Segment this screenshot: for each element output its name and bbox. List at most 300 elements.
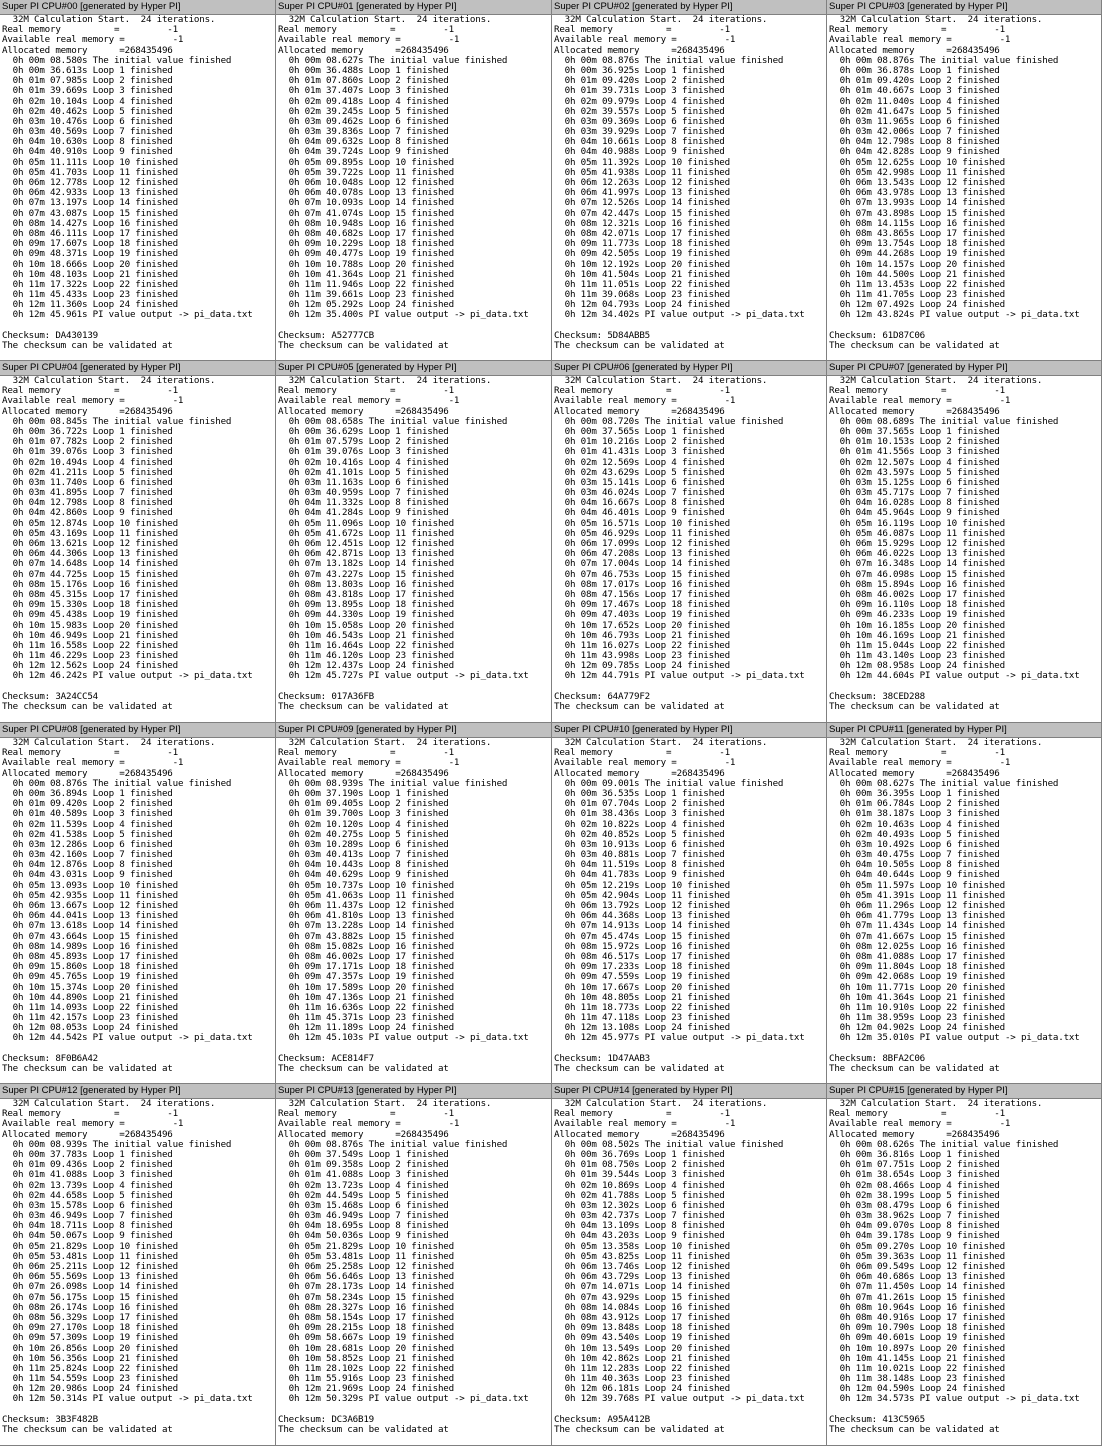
loop-timing-line <box>278 478 551 488</box>
timing-text: 0h 12m 11.360s Loop 24 finished <box>12 300 178 311</box>
timing-text: 0h 02m 41.647s Loop 5 finished <box>839 106 1000 117</box>
indent <box>829 86 840 96</box>
timing-text: 0h 04m 10.443s Loop 8 finished <box>288 860 449 871</box>
indent <box>554 809 565 819</box>
loop-timing-line <box>554 1303 826 1313</box>
window-title-bar[interactable]: Super PI CPU#07 [generated by Hyper PI] <box>827 361 1101 376</box>
indent <box>554 891 565 901</box>
loop-timing-line <box>278 147 551 157</box>
loop-timing-line <box>829 1394 1101 1404</box>
loop-timing-line <box>829 310 1101 320</box>
indent <box>554 519 565 529</box>
loop-timing-line <box>554 229 826 239</box>
loop-timing-line <box>278 600 551 610</box>
loop-timing-line <box>829 1303 1101 1313</box>
superpi-window[interactable] <box>552 361 827 723</box>
indent <box>2 972 13 982</box>
loop-timing-line <box>554 641 826 651</box>
indent <box>554 1272 565 1282</box>
loop-timing-line <box>278 1282 551 1292</box>
loop-timing-line <box>554 239 826 249</box>
timing-text: 0h 00m 36.816s Loop 1 finished <box>839 1149 1000 1160</box>
timing-text: 0h 04m 09.070s Loop 8 finished <box>839 1221 1000 1232</box>
indent <box>2 559 13 569</box>
loop-timing-line <box>2 260 275 270</box>
timing-text: 0h 12m 06.181s Loop 24 finished <box>564 1384 730 1395</box>
allocated-memory-line: Allocated memory =268435496 <box>2 406 173 417</box>
timing-text: 0h 07m 11.434s Loop 14 finished <box>839 921 1005 932</box>
indent <box>278 508 289 518</box>
calc-start-line: 32M Calculation Start. 24 iterations. <box>278 15 492 25</box>
loop-timing-line <box>554 137 826 147</box>
loop-timing-line <box>278 1231 551 1241</box>
indent <box>829 310 840 320</box>
window-title-bar[interactable]: Super PI CPU#11 [generated by Hyper PI] <box>827 723 1101 738</box>
window-title-bar[interactable]: Super PI CPU#15 [generated by Hyper PI] <box>827 1084 1101 1099</box>
timing-text: 0h 02m 40.462s Loop 5 finished <box>12 106 173 117</box>
superpi-window[interactable] <box>0 723 276 1084</box>
timing-text: 0h 09m 45.765s Loop 19 finished <box>12 972 178 983</box>
loop-timing-line <box>554 921 826 931</box>
timing-text: 0h 10m 58.852s Loop 21 finished <box>288 1353 454 1364</box>
loop-timing-line <box>2 983 275 993</box>
timing-text: 0h 11m 12.283s Loop 22 finished <box>564 1363 730 1374</box>
timing-text: 0h 11m 16.464s Loop 22 finished <box>288 640 454 651</box>
console-output <box>552 1099 826 1435</box>
indent <box>278 671 289 681</box>
timing-text: 0h 02m 41.788s Loop 5 finished <box>564 1190 725 1201</box>
timing-text: 0h 10m 15.983s Loop 20 finished <box>12 620 178 631</box>
indent <box>2 478 13 488</box>
timing-text: 0h 08m 12.025s Loop 16 finished <box>839 941 1005 952</box>
calc-start-line: 32M Calculation Start. 24 iterations. <box>554 1099 768 1109</box>
indent <box>829 117 840 127</box>
loop-timing-line <box>278 911 551 921</box>
indent <box>554 850 565 860</box>
indent <box>554 641 565 651</box>
timing-text: 0h 10m 10.897s Loop 20 finished <box>839 1343 1005 1354</box>
superpi-window[interactable] <box>0 1084 276 1446</box>
indent <box>278 921 289 931</box>
timing-text: 0h 12m 44.604s PI value output -> pi_data.txt <box>839 671 1080 682</box>
loop-timing-line <box>554 260 826 270</box>
timing-text: 0h 07m 43.882s Loop 15 finished <box>288 931 454 942</box>
loop-timing-line <box>829 641 1101 651</box>
timing-text: 0h 08m 43.818s Loop 17 finished <box>288 589 454 600</box>
indent <box>554 901 565 911</box>
indent <box>2 529 13 539</box>
timing-text: 0h 10m 15.058s Loop 20 finished <box>288 620 454 631</box>
timing-text: 0h 04m 40.644s Loop 9 finished <box>839 870 1000 881</box>
timing-text: 0h 02m 12.507s Loop 4 finished <box>839 457 1000 468</box>
timing-text: 0h 08m 45.315s Loop 17 finished <box>12 589 178 600</box>
timing-text: 0h 01m 39.076s Loop 3 finished <box>12 447 173 458</box>
timing-text: 0h 11m 15.044s Loop 22 finished <box>839 640 1005 651</box>
indent <box>2 1323 13 1333</box>
loop-timing-line <box>2 300 275 310</box>
available-memory-line: Available real memory = -1 <box>829 35 1011 46</box>
loop-timing-line <box>278 830 551 840</box>
indent <box>554 529 565 539</box>
loop-timing-line <box>2 661 275 671</box>
loop-timing-line <box>554 860 826 870</box>
timing-text: 0h 12m 05.292s Loop 24 finished <box>288 300 454 311</box>
window-title-bar[interactable]: Super PI CPU#04 [generated by Hyper PI] <box>0 361 275 376</box>
loop-timing-line <box>829 498 1101 508</box>
checksum-label: Checksum: <box>2 1053 56 1064</box>
loop-timing-line <box>278 209 551 219</box>
real-memory-line: Real memory = -1 <box>829 386 1005 397</box>
loop-timing-line <box>2 107 275 117</box>
indent <box>2 1033 13 1043</box>
loop-timing-line <box>554 1033 826 1043</box>
indent <box>829 972 840 982</box>
loop-timing-line <box>2 1150 275 1160</box>
loop-timing-line <box>2 1013 275 1023</box>
indent <box>2 1282 13 1292</box>
indent <box>278 488 289 498</box>
loop-timing-line <box>2 178 275 188</box>
timing-text: 0h 12m 46.242s PI value output -> pi_data.txt <box>12 671 253 682</box>
timing-text: 0h 00m 36.894s Loop 1 finished <box>12 788 173 799</box>
indent <box>554 178 565 188</box>
loop-timing-line <box>2 1303 275 1313</box>
loop-timing-line <box>2 158 275 168</box>
loop-timing-line <box>278 127 551 137</box>
timing-text: 0h 01m 07.782s Loop 2 finished <box>12 437 173 448</box>
timing-text: 0h 07m 13.197s Loop 14 finished <box>12 198 178 209</box>
indent <box>554 952 565 962</box>
timing-text: 0h 07m 14.913s Loop 14 finished <box>564 921 730 932</box>
timing-text: 0h 04m 13.109s Loop 8 finished <box>564 1221 725 1232</box>
superpi-window[interactable] <box>552 0 827 361</box>
indent <box>2 631 13 641</box>
timing-text: 0h 06m 43.978s Loop 13 finished <box>839 188 1005 199</box>
validate-line: The checksum can be validated at <box>278 341 449 351</box>
blank-line <box>829 1044 1101 1054</box>
timing-text: 0h 02m 39.245s Loop 5 finished <box>288 106 449 117</box>
timing-text: 0h 07m 44.725s Loop 15 finished <box>12 569 178 580</box>
loop-timing-line <box>2 850 275 860</box>
timing-text: 0h 08m 56.329s Loop 17 finished <box>12 1312 178 1323</box>
superpi-window[interactable] <box>827 361 1102 723</box>
checksum-label: Checksum: <box>2 691 56 702</box>
window-title-bar[interactable]: Super PI CPU#10 [generated by Hyper PI] <box>552 723 826 738</box>
superpi-window[interactable] <box>0 0 276 361</box>
loop-timing-line <box>554 427 826 437</box>
superpi-window[interactable] <box>552 723 827 1084</box>
indent <box>554 1170 565 1180</box>
indent <box>554 1221 565 1231</box>
indent <box>278 239 289 249</box>
timing-text: 0h 02m 11.040s Loop 4 finished <box>839 96 1000 107</box>
timing-text: 0h 02m 12.569s Loop 4 finished <box>564 457 725 468</box>
loop-timing-line <box>278 1364 551 1374</box>
indent <box>829 270 840 280</box>
timing-text: 0h 04m 12.876s Loop 8 finished <box>12 860 173 871</box>
timing-text: 0h 08m 14.989s Loop 16 finished <box>12 941 178 952</box>
indent <box>278 1023 289 1033</box>
timing-text: 0h 09m 42.068s Loop 19 finished <box>839 972 1005 983</box>
loop-timing-line <box>278 580 551 590</box>
indent <box>278 188 289 198</box>
loop-timing-line <box>2 1364 275 1374</box>
superpi-window[interactable] <box>276 1084 552 1446</box>
superpi-window[interactable] <box>276 723 552 1084</box>
timing-text: 0h 11m 41.705s Loop 23 finished <box>839 290 1005 301</box>
loop-timing-line <box>554 1150 826 1160</box>
indent <box>2 830 13 840</box>
timing-text: 0h 09m 11.804s Loop 18 finished <box>839 962 1005 973</box>
indent <box>278 76 289 86</box>
loop-timing-line <box>278 1242 551 1252</box>
timing-text: 0h 05m 16.571s Loop 10 finished <box>564 518 730 529</box>
window-title-bar[interactable]: Super PI CPU#00 [generated by Hyper PI] <box>0 0 275 15</box>
loop-timing-line <box>278 661 551 671</box>
available-memory-line: Available real memory = -1 <box>278 1119 460 1130</box>
indent <box>829 508 840 518</box>
indent <box>2 661 13 671</box>
window-title-bar[interactable]: Super PI CPU#14 [generated by Hyper PI] <box>552 1084 826 1099</box>
loop-timing-line <box>829 1293 1101 1303</box>
timing-text: 0h 06m 44.368s Loop 13 finished <box>564 911 730 922</box>
timing-text: 0h 06m 25.211s Loop 12 finished <box>12 1262 178 1272</box>
loop-timing-line <box>278 962 551 972</box>
available-memory-line: Available real memory = -1 <box>829 1119 1011 1130</box>
loop-timing-line <box>829 1170 1101 1180</box>
loop-timing-line <box>2 962 275 972</box>
indent <box>554 310 565 320</box>
timing-text: 0h 04m 50.036s Loop 9 finished <box>288 1231 449 1242</box>
loop-timing-line <box>554 621 826 631</box>
allocated-memory-line: Allocated memory =268435496 <box>2 1129 173 1140</box>
loop-timing-line <box>2 478 275 488</box>
loop-timing-line <box>2 952 275 962</box>
loop-timing-line <box>829 809 1101 819</box>
available-memory-line: Available real memory = -1 <box>2 396 184 407</box>
loop-timing-line <box>278 458 551 468</box>
superpi-window[interactable] <box>0 361 276 723</box>
window-title-bar[interactable]: Super PI CPU#06 [generated by Hyper PI] <box>552 361 826 376</box>
indent <box>554 437 565 447</box>
indent <box>2 993 13 1003</box>
indent <box>829 239 840 249</box>
timing-text: 0h 10m 47.136s Loop 21 finished <box>288 992 454 1003</box>
timing-text: 0h 05m 21.829s Loop 10 finished <box>12 1241 178 1252</box>
timing-text: 0h 09m 58.667s Loop 19 finished <box>288 1333 454 1344</box>
timing-text: 0h 03m 42.160s Loop 7 finished <box>12 850 173 861</box>
allocated-memory-line: Allocated memory =268435496 <box>278 45 449 56</box>
allocated-memory-line: Allocated memory =268435496 <box>2 45 173 56</box>
blank-line <box>554 321 826 331</box>
indent <box>554 549 565 559</box>
timing-text: 0h 03m 40.475s Loop 7 finished <box>839 850 1000 861</box>
indent <box>829 1333 840 1343</box>
timing-text: 0h 06m 46.022s Loop 13 finished <box>839 549 1005 560</box>
loop-timing-line <box>554 1242 826 1252</box>
loop-timing-line <box>2 229 275 239</box>
window-title-bar[interactable]: Super PI CPU#03 [generated by Hyper PI] <box>827 0 1101 15</box>
validate-line: The checksum can be validated at <box>554 1425 725 1435</box>
indent <box>2 97 13 107</box>
timing-text: 0h 09m 47.403s Loop 19 finished <box>564 610 730 621</box>
loop-timing-line <box>829 1242 1101 1252</box>
indent <box>278 1150 289 1160</box>
loop-timing-line <box>278 417 551 427</box>
indent <box>554 840 565 850</box>
loop-timing-line <box>554 280 826 290</box>
console-output <box>0 738 275 1074</box>
loop-timing-line <box>2 1242 275 1252</box>
timing-text: 0h 07m 12.526s Loop 14 finished <box>564 198 730 209</box>
indent <box>278 1354 289 1364</box>
available-memory-line: Available real memory = -1 <box>829 396 1011 407</box>
timing-text: 0h 10m 12.192s Loop 20 finished <box>564 259 730 270</box>
loop-timing-line <box>829 178 1101 188</box>
indent <box>278 260 289 270</box>
window-title-bar[interactable]: Super PI CPU#02 [generated by Hyper PI] <box>552 0 826 15</box>
checksum-value: DA430139 <box>55 330 98 341</box>
window-title-bar[interactable]: Super PI CPU#08 [generated by Hyper PI] <box>0 723 275 738</box>
indent <box>278 178 289 188</box>
timing-text: 0h 03m 46.949s Loop 7 finished <box>288 1211 449 1222</box>
loop-timing-line <box>554 1293 826 1303</box>
loop-timing-line <box>554 809 826 819</box>
real-memory-line: Real memory = -1 <box>554 1109 730 1120</box>
timing-text: 0h 07m 26.098s Loop 14 finished <box>12 1282 178 1293</box>
checksum-line <box>829 331 1101 341</box>
timing-text: 0h 02m 10.104s Loop 4 finished <box>12 96 173 107</box>
superpi-window[interactable] <box>827 723 1102 1084</box>
loop-timing-line <box>2 799 275 809</box>
console-output <box>827 738 1101 1074</box>
real-memory-line: Real memory = -1 <box>829 25 1005 36</box>
timing-text: 0h 04m 40.910s Loop 9 finished <box>12 147 173 158</box>
timing-text: 0h 09m 44.330s Loop 19 finished <box>288 610 454 621</box>
timing-text: 0h 09m 42.505s Loop 19 finished <box>564 249 730 260</box>
loop-timing-line <box>278 219 551 229</box>
timing-text: 0h 12m 07.492s Loop 24 finished <box>839 300 1005 311</box>
loop-timing-line <box>278 137 551 147</box>
loop-timing-line <box>554 198 826 208</box>
timing-text: 0h 04m 50.067s Loop 9 finished <box>12 1231 173 1242</box>
checksum-label: Checksum: <box>278 330 332 341</box>
indent <box>278 1262 289 1272</box>
loop-timing-line <box>829 447 1101 457</box>
window-title-bar[interactable]: Super PI CPU#01 [generated by Hyper PI] <box>276 0 551 15</box>
superpi-window[interactable] <box>827 0 1102 361</box>
indent <box>554 1003 565 1013</box>
available-memory-line: Available real memory = -1 <box>554 1119 736 1130</box>
timing-text: 0h 05m 39.722s Loop 11 finished <box>288 167 454 178</box>
loop-timing-line <box>554 779 826 789</box>
indent <box>554 993 565 1003</box>
indent <box>554 478 565 488</box>
timing-text: 0h 08m 47.156s Loop 17 finished <box>564 589 730 600</box>
loop-timing-line <box>829 830 1101 840</box>
loop-timing-line <box>829 168 1101 178</box>
blank-line <box>2 321 275 331</box>
loop-timing-line <box>554 1231 826 1241</box>
indent <box>829 610 840 620</box>
loop-timing-line <box>2 1313 275 1323</box>
indent <box>554 127 565 137</box>
indent <box>278 229 289 239</box>
loop-timing-line <box>829 437 1101 447</box>
timing-text: 0h 01m 41.088s Loop 3 finished <box>288 1170 449 1181</box>
indent <box>829 1211 840 1221</box>
loop-timing-line <box>278 870 551 880</box>
timing-text: 0h 11m 38.148s Loop 23 finished <box>839 1374 1005 1385</box>
indent <box>278 86 289 96</box>
loop-timing-line <box>278 519 551 529</box>
timing-text: 0h 07m 58.234s Loop 15 finished <box>288 1292 454 1303</box>
timing-text: 0h 07m 56.175s Loop 15 finished <box>12 1292 178 1303</box>
loop-timing-line <box>554 178 826 188</box>
timing-text: 0h 04m 12.798s Loop 8 finished <box>12 498 173 509</box>
loop-timing-line <box>2 881 275 891</box>
timing-text: 0h 04m 39.724s Loop 9 finished <box>288 147 449 158</box>
window-title-bar[interactable]: Super PI CPU#13 [generated by Hyper PI] <box>276 1084 551 1099</box>
indent <box>2 1303 13 1313</box>
loop-timing-line <box>554 1282 826 1292</box>
window-title-bar[interactable]: Super PI CPU#12 [generated by Hyper PI] <box>0 1084 275 1099</box>
timing-text: 0h 12m 11.189s Loop 24 finished <box>288 1023 454 1034</box>
timing-text: 0h 10m 42.862s Loop 21 finished <box>564 1353 730 1364</box>
superpi-window[interactable] <box>552 1084 827 1446</box>
indent <box>554 820 565 830</box>
indent <box>2 1384 13 1394</box>
loop-timing-line <box>554 417 826 427</box>
loop-timing-line <box>2 137 275 147</box>
indent <box>829 260 840 270</box>
timing-text: 0h 12m 45.103s PI value output -> pi_data.txt <box>288 1033 529 1044</box>
calc-start-line: 32M Calculation Start. 24 iterations. <box>829 738 1043 748</box>
timing-text: 0h 08m 42.071s Loop 17 finished <box>564 228 730 239</box>
loop-timing-line <box>554 249 826 259</box>
timing-text: 0h 00m 08.876s The initial value finished <box>839 55 1059 66</box>
indent <box>278 468 289 478</box>
timing-text: 0h 00m 08.580s The initial value finished <box>12 55 232 66</box>
timing-text: 0h 06m 41.997s Loop 13 finished <box>564 188 730 199</box>
indent <box>829 1150 840 1160</box>
timing-text: 0h 07m 11.450s Loop 14 finished <box>839 1282 1005 1293</box>
timing-text: 0h 04m 09.632s Loop 8 finished <box>288 137 449 148</box>
blank-line <box>829 321 1101 331</box>
validate-line: The checksum can be validated at <box>829 1425 1000 1435</box>
loop-timing-line <box>278 1272 551 1282</box>
superpi-window[interactable] <box>276 0 552 361</box>
available-memory-line: Available real memory = -1 <box>829 758 1011 769</box>
window-title-bar[interactable]: Super PI CPU#09 [generated by Hyper PI] <box>276 723 551 738</box>
timing-text: 0h 01m 38.436s Loop 3 finished <box>564 809 725 820</box>
indent <box>829 1394 840 1404</box>
timing-text: 0h 03m 09.369s Loop 6 finished <box>564 116 725 127</box>
timing-text: 0h 01m 38.187s Loop 3 finished <box>839 809 1000 820</box>
indent <box>554 881 565 891</box>
loop-timing-line <box>2 86 275 96</box>
loop-timing-line <box>829 468 1101 478</box>
loop-timing-line <box>554 1160 826 1170</box>
window-title-bar[interactable]: Super PI CPU#05 [generated by Hyper PI] <box>276 361 551 376</box>
timing-text: 0h 02m 10.463s Loop 4 finished <box>839 819 1000 830</box>
timing-text: 0h 10m 26.856s Loop 20 finished <box>12 1343 178 1354</box>
superpi-window[interactable] <box>276 361 552 723</box>
loop-timing-line <box>278 1344 551 1354</box>
indent <box>554 417 565 427</box>
checksum-line <box>278 1415 551 1425</box>
superpi-window[interactable] <box>827 1084 1102 1446</box>
